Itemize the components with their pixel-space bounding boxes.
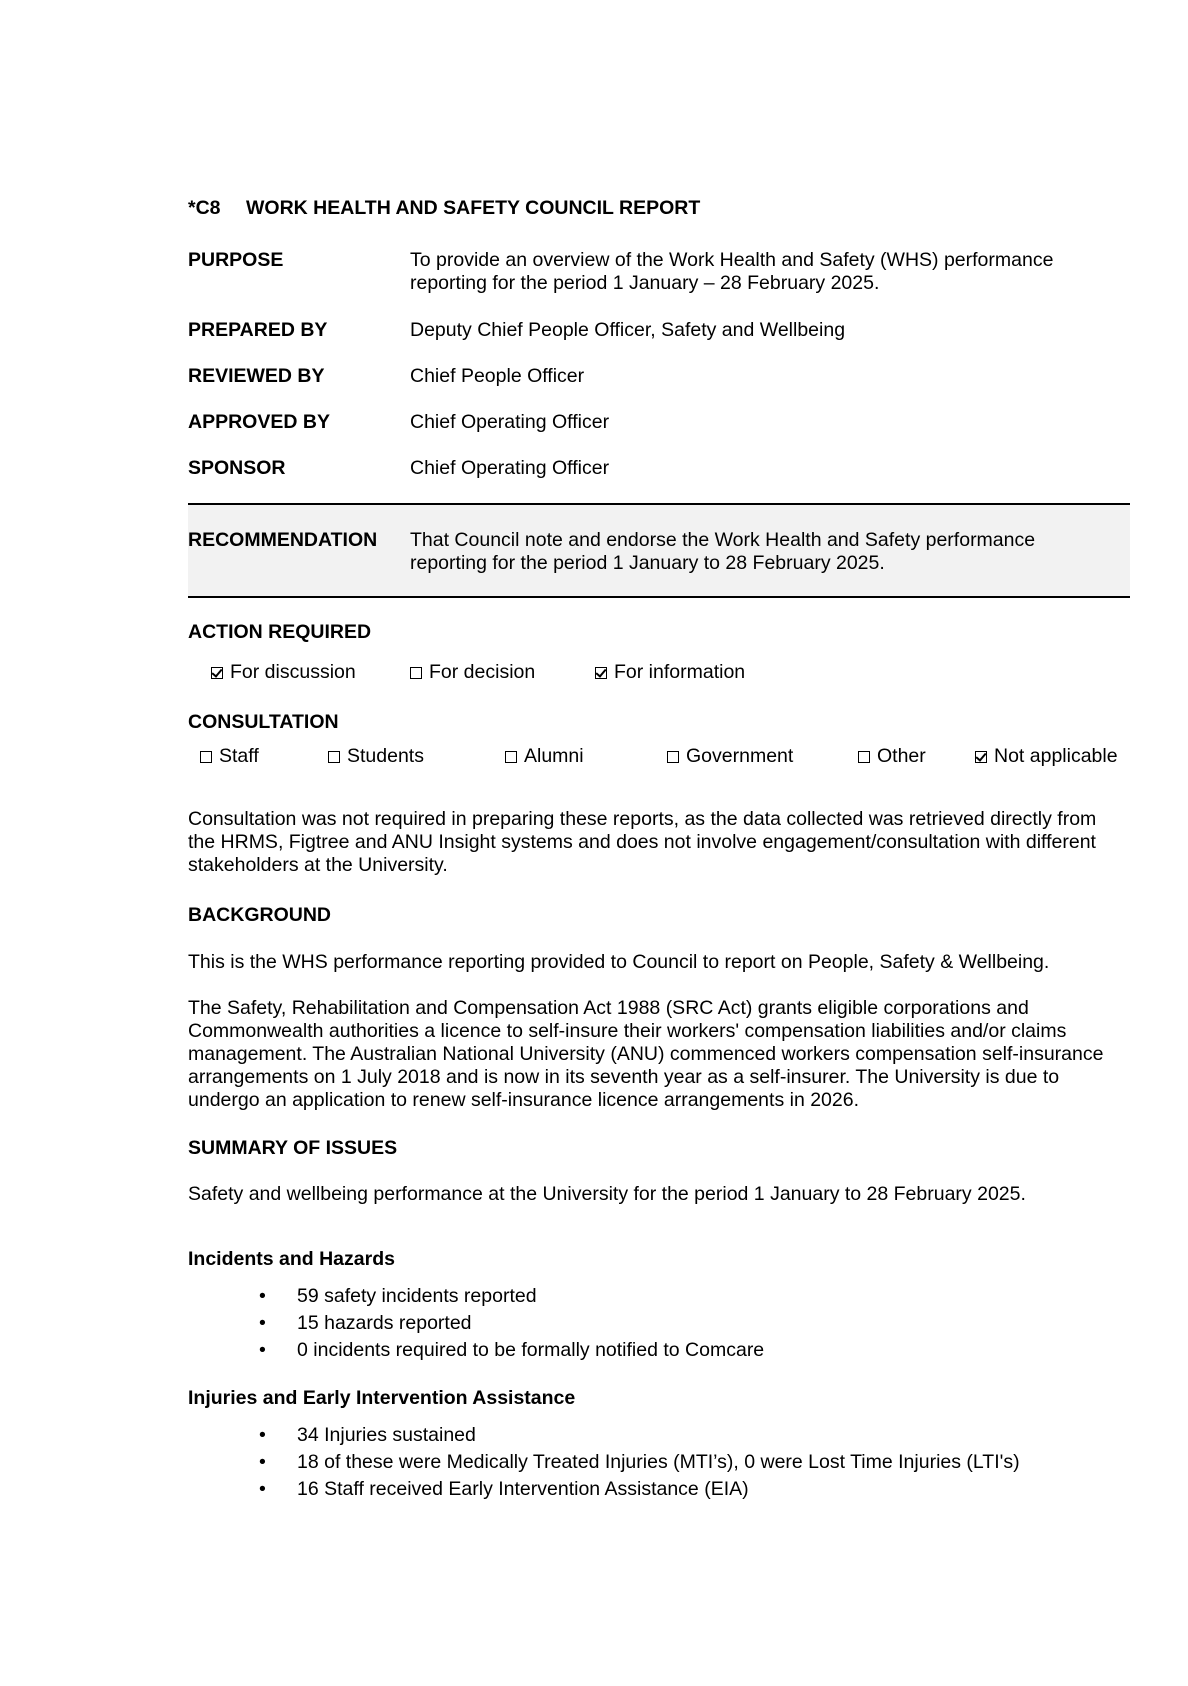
option-government[interactable] — [667, 745, 793, 768]
list-item: • 15 hazards reported — [259, 1312, 764, 1339]
checkbox-unchecked-icon[interactable] — [505, 751, 517, 763]
checkbox-checked-icon[interactable] — [975, 751, 987, 763]
purpose-label: PURPOSE — [188, 249, 284, 271]
option-label: For decision — [429, 661, 536, 683]
background-paragraph-1: This is the WHS performance reporting provided to Council to report on People, Safety & Wellbeing. — [188, 951, 1050, 973]
injuries-heading: Injuries and Early Intervention Assistance — [188, 1387, 576, 1409]
recommendation-label: RECOMMENDATION — [188, 529, 378, 551]
option-label: Government — [686, 745, 794, 767]
option-students[interactable] — [328, 745, 424, 768]
reviewed-by-label: REVIEWED BY — [188, 365, 325, 387]
incidents-heading: Incidents and Hazards — [188, 1248, 395, 1270]
top-divider — [188, 503, 1130, 505]
option-other[interactable] — [858, 745, 926, 768]
checkbox-unchecked-icon[interactable] — [328, 751, 340, 763]
consultation-heading: CONSULTATION — [188, 711, 339, 733]
option-label: Students — [347, 745, 424, 767]
list-item: • 16 Staff received Early Intervention Assistance (EIA) — [259, 1478, 1020, 1505]
checkbox-unchecked-icon[interactable] — [858, 751, 870, 763]
list-item: • 34 Injuries sustained — [259, 1424, 1020, 1451]
option-for-information[interactable] — [595, 661, 745, 684]
prepared-by-label: PREPARED BY — [188, 319, 328, 341]
checkbox-checked-icon[interactable] — [595, 667, 607, 679]
option-label: Staff — [219, 745, 259, 767]
option-not-applicable[interactable] — [975, 745, 1118, 768]
option-for-decision[interactable] — [410, 661, 535, 684]
reviewed-by-value: Chief People Officer — [410, 365, 585, 387]
option-for-discussion[interactable] — [211, 661, 356, 684]
checkbox-checked-icon[interactable] — [211, 667, 223, 679]
item-code: *C8 — [188, 197, 221, 219]
sponsor-label: SPONSOR — [188, 457, 286, 479]
option-alumni[interactable] — [505, 745, 584, 768]
sponsor-value: Chief Operating Officer — [410, 457, 610, 479]
option-label: For information — [614, 661, 746, 683]
incidents-list — [259, 1285, 764, 1366]
checkbox-unchecked-icon[interactable] — [667, 751, 679, 763]
list-item: • 0 incidents required to be formally notified to Comcare — [259, 1339, 764, 1366]
report-title — [188, 197, 700, 220]
title-text: WORK HEALTH AND SAFETY COUNCIL REPORT — [246, 197, 701, 219]
summary-intro: Safety and wellbeing performance at the University for the period 1 January to 28 February 2025. — [188, 1183, 1026, 1205]
checkbox-unchecked-icon[interactable] — [200, 751, 212, 763]
checkbox-unchecked-icon[interactable] — [410, 667, 422, 679]
background-paragraph-2: The Safety, Rehabilitation and Compensation Act 1988 (SRC Act) grants eligible corporations and Commonwealth authorities a licence to self-insure their workers' compensation liabilities and/or claims management. The Australian National University (ANU) commenced workers compensation self-insurance arrangements on 1 July 2018 and is now in its seventh year as a self-insurer. The University is due to undergo an application to renew self-insurance licence arrangements in 2026. — [188, 997, 1104, 1111]
approved-by-value: Chief Operating Officer — [410, 411, 610, 433]
prepared-by-value: Deputy Chief People Officer, Safety and Wellbeing — [410, 319, 846, 341]
option-label: For discussion — [230, 661, 356, 683]
option-staff[interactable] — [200, 745, 259, 768]
bottom-divider — [188, 596, 1130, 598]
approved-by-label: APPROVED BY — [188, 411, 330, 433]
list-item: • 18 of these were Medically Treated Injuries (MTI’s), 0 were Lost Time Injuries (LTI's) — [259, 1451, 1020, 1478]
action-required-heading: ACTION REQUIRED — [188, 621, 372, 643]
recommendation-value: That Council note and endorse the Work Health and Safety performance reporting for the period 1 January to 28 February 2025. — [410, 529, 1036, 574]
consultation-note: Consultation was not required in preparing these reports, as the data collected was retrieved directly from the HRMS, Figtree and ANU Insight systems and does not involve engagement/consultation with different stakeholders at the University. — [188, 808, 1097, 876]
list-item: • 59 safety incidents reported — [259, 1285, 764, 1312]
background-heading: BACKGROUND — [188, 904, 331, 926]
option-label: Other — [877, 745, 926, 767]
injuries-list — [259, 1424, 1020, 1505]
summary-heading: SUMMARY OF ISSUES — [188, 1137, 398, 1159]
purpose-value: To provide an overview of the Work Health and Safety (WHS) performance reporting for the period 1 January – 28 February 2025. — [410, 249, 1054, 294]
option-label: Not applicable — [994, 745, 1118, 767]
option-label: Alumni — [524, 745, 584, 767]
